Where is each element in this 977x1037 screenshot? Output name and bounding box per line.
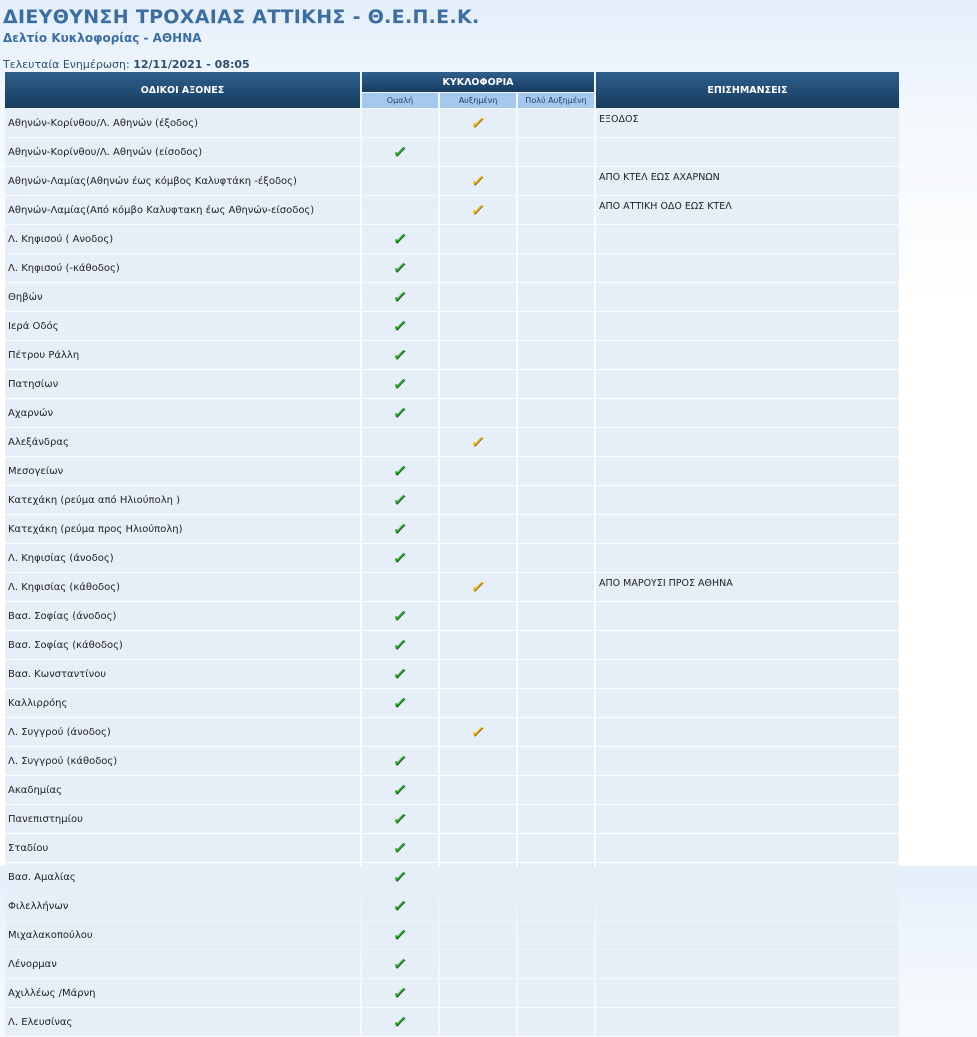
road-name: Λ. Κηφισού (-κάθοδος) [5,254,360,282]
road-name: Μεσογείων [5,457,360,485]
road-note: ΑΠΟ ΜΑΡΟΥΣΙ ΠΡΟΣ ΑΘΗΝΑ [596,573,899,601]
yellow-check-icon: ✓ [469,171,487,190]
road-note [596,602,899,630]
green-check-icon: ✓ [391,751,409,770]
road-note [596,457,899,485]
traffic-cell-very-increased [518,689,594,717]
road-note [596,631,899,659]
road-name: Πανεπιστημίου [5,805,360,833]
traffic-cell-normal [362,573,438,601]
road-note [596,979,899,1007]
traffic-cell-normal [362,921,438,949]
traffic-cell-normal [362,805,438,833]
traffic-cell-increased [440,747,516,775]
road-note [596,1008,899,1036]
table-row [5,341,899,369]
traffic-cell-normal [362,776,438,804]
road-name: Βασ. Κωνσταντίνου [5,660,360,688]
road-note [596,341,899,369]
traffic-cell-normal [362,341,438,369]
traffic-cell-very-increased [518,399,594,427]
table-row [5,747,899,775]
traffic-cell-increased [440,167,516,195]
table-row [5,805,899,833]
traffic-cell-very-increased [518,486,594,514]
traffic-cell-normal [362,138,438,166]
traffic-cell-very-increased [518,196,594,224]
table-row [5,573,899,601]
yellow-check-icon: ✓ [469,432,487,451]
table-row [5,399,899,427]
green-check-icon: ✓ [391,896,409,915]
yellow-check-icon: ✓ [469,722,487,741]
green-check-icon: ✓ [391,983,409,1002]
traffic-cell-increased [440,660,516,688]
green-check-icon: ✓ [391,954,409,973]
road-name: Αθηνών-Κορίνθου/Λ. Αθηνών (είσοδος) [5,138,360,166]
green-check-icon: ✓ [391,664,409,683]
road-note [596,370,899,398]
traffic-cell-increased [440,892,516,920]
green-check-icon: ✓ [391,142,409,161]
green-check-icon: ✓ [391,229,409,248]
green-check-icon: ✓ [391,374,409,393]
traffic-cell-increased [440,109,516,137]
road-note [596,138,899,166]
road-name: Λ. Κηφισίας (άνοδος) [5,544,360,572]
traffic-cell-increased [440,196,516,224]
traffic-cell-very-increased [518,167,594,195]
traffic-cell-normal [362,979,438,1007]
green-check-icon: ✓ [391,925,409,944]
traffic-cell-increased [440,631,516,659]
road-note [596,776,899,804]
traffic-cell-very-increased [518,805,594,833]
traffic-cell-very-increased [518,747,594,775]
road-name: Πατησίων [5,370,360,398]
traffic-cell-increased [440,225,516,253]
header-notes: ΕΠΙΣΗΜΑΝΣΕΙΣ [596,72,899,108]
traffic-cell-increased [440,138,516,166]
traffic-cell-increased [440,312,516,340]
road-name: Αθηνών-Λαμίας(Από κόμβο Καλυφτακη έως Αθηνών-είσοδος) [5,196,360,224]
traffic-cell-normal [362,225,438,253]
table-row [5,428,899,456]
header-normal: Ομαλή [362,93,438,108]
table-row [5,196,899,224]
traffic-cell-normal [362,457,438,485]
road-note [596,718,899,746]
last-update [3,58,977,71]
traffic-cell-very-increased [518,602,594,630]
table-row [5,602,899,630]
traffic-cell-very-increased [518,863,594,891]
traffic-cell-increased [440,341,516,369]
traffic-cell-normal [362,254,438,282]
road-name: Λ. Συγγρού (άνοδος) [5,718,360,746]
road-name: Θηβών [5,283,360,311]
traffic-cell-normal [362,892,438,920]
page-header [0,0,977,71]
traffic-cell-increased [440,544,516,572]
green-check-icon: ✓ [391,606,409,625]
road-name: Λένορμαν [5,950,360,978]
road-name: Καλλιρρόης [5,689,360,717]
traffic-cell-increased [440,979,516,1007]
road-name: Βασ. Σοφίας (άνοδος) [5,602,360,630]
traffic-cell-normal [362,863,438,891]
road-name: Λ. Συγγρού (κάθοδος) [5,747,360,775]
traffic-cell-normal [362,196,438,224]
header-increased: Αυξημένη [440,93,516,108]
traffic-cell-normal [362,950,438,978]
road-name: Λ. Ελευσίνας [5,1008,360,1036]
table-row [5,863,899,891]
road-note [596,544,899,572]
table-row [5,631,899,659]
traffic-cell-normal [362,631,438,659]
table-row [5,718,899,746]
road-name: Αθηνών-Λαμίας(Αθηνών έως κόμβος Καλυφτάκη -έξοδος) [5,167,360,195]
road-name: Ιερά Οδός [5,312,360,340]
yellow-check-icon: ✓ [469,577,487,596]
traffic-cell-very-increased [518,515,594,543]
traffic-cell-normal [362,544,438,572]
road-name: Κατεχάκη (ρεύμα από Ηλιούπολη ) [5,486,360,514]
green-check-icon: ✓ [391,316,409,335]
table-row [5,138,899,166]
traffic-cell-increased [440,1008,516,1036]
traffic-cell-increased [440,399,516,427]
traffic-cell-normal [362,660,438,688]
table-row [5,225,899,253]
road-note [596,225,899,253]
table-row [5,892,899,920]
road-note: ΑΠΟ ΚΤΕΛ ΕΩΣ ΑΧΑΡΝΩΝ [596,167,899,195]
traffic-cell-normal [362,428,438,456]
table-row [5,921,899,949]
road-name: Βασ. Αμαλίας [5,863,360,891]
table-row [5,979,899,1007]
table-row [5,515,899,543]
traffic-cell-very-increased [518,225,594,253]
traffic-cell-increased [440,863,516,891]
traffic-cell-very-increased [518,283,594,311]
road-name: Αχαρνών [5,399,360,427]
traffic-cell-very-increased [518,254,594,282]
road-note [596,486,899,514]
green-check-icon: ✓ [391,490,409,509]
table-row [5,776,899,804]
page-title: ΔΙΕΥΘΥΝΣΗ ΤΡΟΧΑΙΑΣ ΑΤΤΙΚΗΣ - Θ.Ε.Π.Ε.Κ. [3,6,480,28]
yellow-check-icon: ✓ [469,113,487,132]
road-name: Μιχαλακοπούλου [5,921,360,949]
table-row [5,109,899,137]
traffic-cell-increased [440,950,516,978]
traffic-table [3,71,901,1037]
road-note [596,747,899,775]
table-row [5,486,899,514]
table-row [5,660,899,688]
road-note [596,834,899,862]
traffic-cell-increased [440,428,516,456]
road-note [596,312,899,340]
road-note [596,660,899,688]
traffic-cell-increased [440,776,516,804]
page-subtitle: Δελτίο Κυκλοφορίας - ΑΘΗΝΑ [3,31,202,45]
traffic-cell-very-increased [518,428,594,456]
table-row [5,457,899,485]
road-note [596,428,899,456]
road-note [596,254,899,282]
road-name: Λ. Κηφισίας (κάθοδος) [5,573,360,601]
road-name: Αχιλλέως /Μάρνη [5,979,360,1007]
road-name: Φιλελλήνων [5,892,360,920]
green-check-icon: ✓ [391,635,409,654]
traffic-cell-normal [362,283,438,311]
header-traffic: ΚΥΚΛΟΦΟΡΙΑ [362,72,594,92]
traffic-cell-normal [362,689,438,717]
traffic-cell-very-increased [518,544,594,572]
traffic-cell-very-increased [518,370,594,398]
traffic-cell-normal [362,515,438,543]
green-check-icon: ✓ [391,461,409,480]
traffic-cell-increased [440,254,516,282]
road-note [596,863,899,891]
traffic-cell-very-increased [518,892,594,920]
table-row [5,950,899,978]
table-row [5,834,899,862]
table-row [5,689,899,717]
table-row [5,283,899,311]
yellow-check-icon: ✓ [469,200,487,219]
traffic-cell-normal [362,399,438,427]
table-row [5,370,899,398]
road-note [596,399,899,427]
traffic-cell-very-increased [518,921,594,949]
traffic-cell-very-increased [518,341,594,369]
traffic-cell-increased [440,515,516,543]
last-update-value: 12/11/2021 - 08:05 [133,58,250,71]
road-note: ΕΞΟΔΟΣ [596,109,899,137]
traffic-cell-very-increased [518,312,594,340]
traffic-cell-increased [440,370,516,398]
table-row [5,167,899,195]
road-name: Πέτρου Ράλλη [5,341,360,369]
road-name: Αλεξάνδρας [5,428,360,456]
traffic-cell-normal [362,1008,438,1036]
road-name: Ακαδημίας [5,776,360,804]
table-row [5,254,899,282]
traffic-cell-normal [362,370,438,398]
green-check-icon: ✓ [391,809,409,828]
traffic-cell-increased [440,689,516,717]
traffic-cell-normal [362,834,438,862]
traffic-cell-increased [440,283,516,311]
road-name: Σταδίου [5,834,360,862]
header-roads: ΟΔΙΚΟΙ ΑΞΟΝΕΣ [5,72,360,108]
traffic-cell-normal [362,486,438,514]
traffic-cell-very-increased [518,109,594,137]
road-note [596,805,899,833]
table-row [5,312,899,340]
traffic-cell-very-increased [518,979,594,1007]
road-note [596,892,899,920]
traffic-cell-very-increased [518,776,594,804]
traffic-cell-increased [440,921,516,949]
traffic-cell-increased [440,718,516,746]
traffic-cell-very-increased [518,138,594,166]
traffic-cell-very-increased [518,457,594,485]
road-note [596,515,899,543]
traffic-cell-very-increased [518,573,594,601]
road-note [596,921,899,949]
traffic-cell-very-increased [518,1008,594,1036]
traffic-cell-increased [440,457,516,485]
green-check-icon: ✓ [391,403,409,422]
green-check-icon: ✓ [391,838,409,857]
traffic-cell-very-increased [518,631,594,659]
header-very-increased: Πολύ Αυξημένη [518,93,594,108]
road-name: Λ. Κηφισού ( Ανοδος) [5,225,360,253]
traffic-cell-normal [362,602,438,630]
road-name: Κατεχάκη (ρεύμα προς Ηλιούπολη) [5,515,360,543]
green-check-icon: ✓ [391,258,409,277]
road-note [596,689,899,717]
road-note: ΑΠΟ ΑΤΤΙΚΗ ΟΔΟ ΕΩΣ ΚΤΕΛ [596,196,899,224]
traffic-rows [5,109,899,1036]
green-check-icon: ✓ [391,867,409,886]
table-row [5,1008,899,1036]
traffic-cell-increased [440,573,516,601]
traffic-cell-increased [440,486,516,514]
green-check-icon: ✓ [391,287,409,306]
road-note [596,283,899,311]
traffic-cell-increased [440,834,516,862]
road-name: Βασ. Σοφίας (κάθοδος) [5,631,360,659]
road-name: Αθηνών-Κορίνθου/Λ. Αθηνών (έξοδος) [5,109,360,137]
traffic-cell-normal [362,167,438,195]
green-check-icon: ✓ [391,780,409,799]
traffic-cell-very-increased [518,718,594,746]
traffic-cell-very-increased [518,660,594,688]
table-row [5,544,899,572]
green-check-icon: ✓ [391,693,409,712]
traffic-cell-normal [362,109,438,137]
traffic-cell-increased [440,805,516,833]
traffic-cell-very-increased [518,950,594,978]
green-check-icon: ✓ [391,519,409,538]
green-check-icon: ✓ [391,548,409,567]
road-note [596,950,899,978]
traffic-cell-normal [362,718,438,746]
last-update-label: Τελευταία Ενημέρωση: [3,58,130,71]
traffic-cell-increased [440,602,516,630]
green-check-icon: ✓ [391,1012,409,1031]
traffic-cell-normal [362,747,438,775]
traffic-cell-normal [362,312,438,340]
green-check-icon: ✓ [391,345,409,364]
traffic-cell-very-increased [518,834,594,862]
